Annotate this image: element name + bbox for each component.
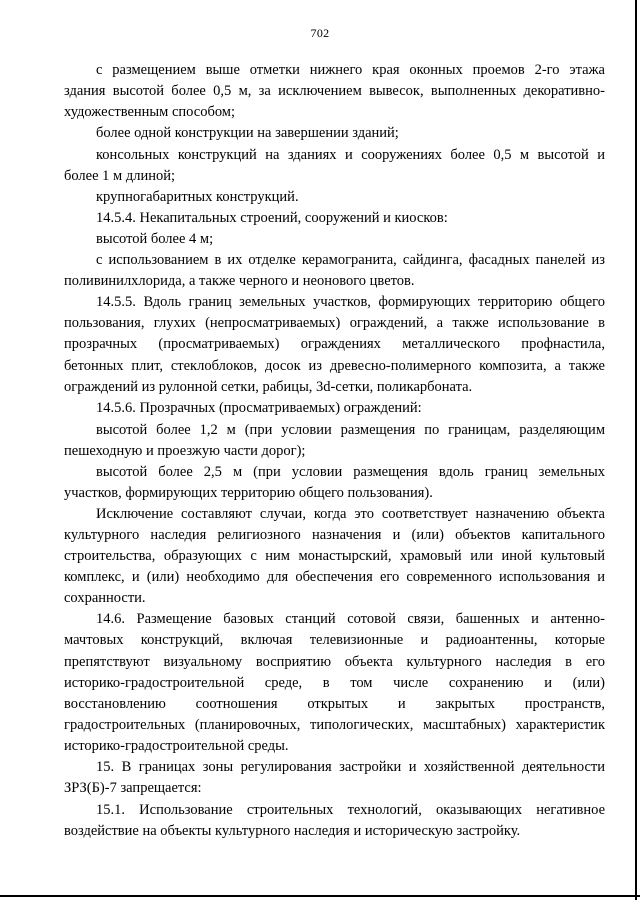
scan-edge-bottom: [0, 895, 640, 897]
scan-edge-right: [635, 0, 637, 900]
text-line: ЗРЗ(Б)-7 запрещается:: [64, 780, 202, 796]
text-line: высотой более 2,5 м (при условии размещения вдоль границ земельных: [96, 464, 605, 480]
text-line: строительства, образующих с ним монастырский, храмовый или иной культовый: [64, 548, 605, 564]
text-line: ограждений из рулонной сетки, рабицы, 3d-сетки, поликарбоната.: [64, 379, 473, 395]
text-line: пешеходную и проезжую части дорог);: [64, 443, 306, 459]
text-line: здания высотой более 0,5 м, за исключением вывесок, выполненных декоративно-: [64, 83, 605, 99]
text-line: историко-градостроительной среде, в том числе сохранению и (или): [64, 675, 605, 691]
text-line: культурного наследия религиозного назначения и (или) объектов капитального: [64, 527, 605, 543]
text-line: высотой более 1,2 м (при условии размещения по границам, разделяющим: [96, 422, 605, 438]
text-line: участков, формирующих территорию общего пользования).: [64, 485, 433, 501]
text-line: художественным способом;: [64, 104, 236, 120]
text-line: крупногабаритных конструкций.: [96, 189, 299, 205]
text-line: более одной конструкции на завершении зданий;: [96, 125, 399, 141]
text-line: более 1 м длиной;: [64, 168, 176, 184]
text-line: комплекс, и (или) необходимо для обеспечения его современного использования и: [64, 569, 605, 585]
text-line: поливинилхлорида, а также черного и неонового цветов.: [64, 273, 415, 289]
text-line: препятствуют визуальному восприятию объекта культурного наследия в его: [64, 654, 605, 670]
text-line: консольных конструкций на зданиях и сооружениях более 0,5 м высотой и: [96, 147, 605, 163]
text-line: пользования, глухих (непросматриваемых) ограждений, а также использование в: [64, 315, 605, 331]
text-line: прозрачных (просматриваемых) ограждениях металлического профнастила,: [64, 336, 605, 352]
text-line: с использованием в их отделке керамогранита, сайдинга, фасадных панелей из: [96, 252, 605, 268]
text-line: восстановлению соотношения открытых и закрытых пространств,: [64, 696, 605, 712]
text-line: мачтовых конструкций, включая телевизионные и радиоантенны, которые: [64, 632, 605, 648]
page-number: 702: [310, 26, 330, 40]
text-line: градостроительных (планировочных, типологических, масштабных) характеристик: [64, 717, 605, 733]
text-line: сохранности.: [64, 590, 146, 606]
text-line: 14.5.5. Вдоль границ земельных участков, формирующих территорию общего: [96, 294, 605, 310]
text-line: высотой более 4 м;: [96, 231, 214, 247]
text-line: 15. В границах зоны регулирования застройки и хозяйственной деятельности: [96, 759, 605, 775]
text-line: историко-градостроительной среды.: [64, 738, 289, 754]
text-line: с размещением выше отметки нижнего края оконных проемов 2-го этажа: [96, 62, 605, 78]
text-line: 14.5.6. Прозрачных (просматриваемых) ограждений:: [96, 400, 422, 416]
text-line: воздействие на объекты культурного наследия и историческую застройку.: [64, 823, 521, 839]
text-line: бетонных плит, стеклоблоков, досок из древесно-полимерного композита, а также: [64, 358, 605, 374]
text-line: 14.6. Размещение базовых станций сотовой связи, башенных и антенно-: [96, 611, 605, 627]
text-line: 14.5.4. Некапитальных строений, сооружений и киосков:: [96, 210, 448, 226]
text-line: 15.1. Использование строительных технологий, оказывающих негативное: [96, 802, 605, 818]
text-line: Исключение составляют случаи, когда это соответствует назначению объекта: [96, 506, 605, 522]
